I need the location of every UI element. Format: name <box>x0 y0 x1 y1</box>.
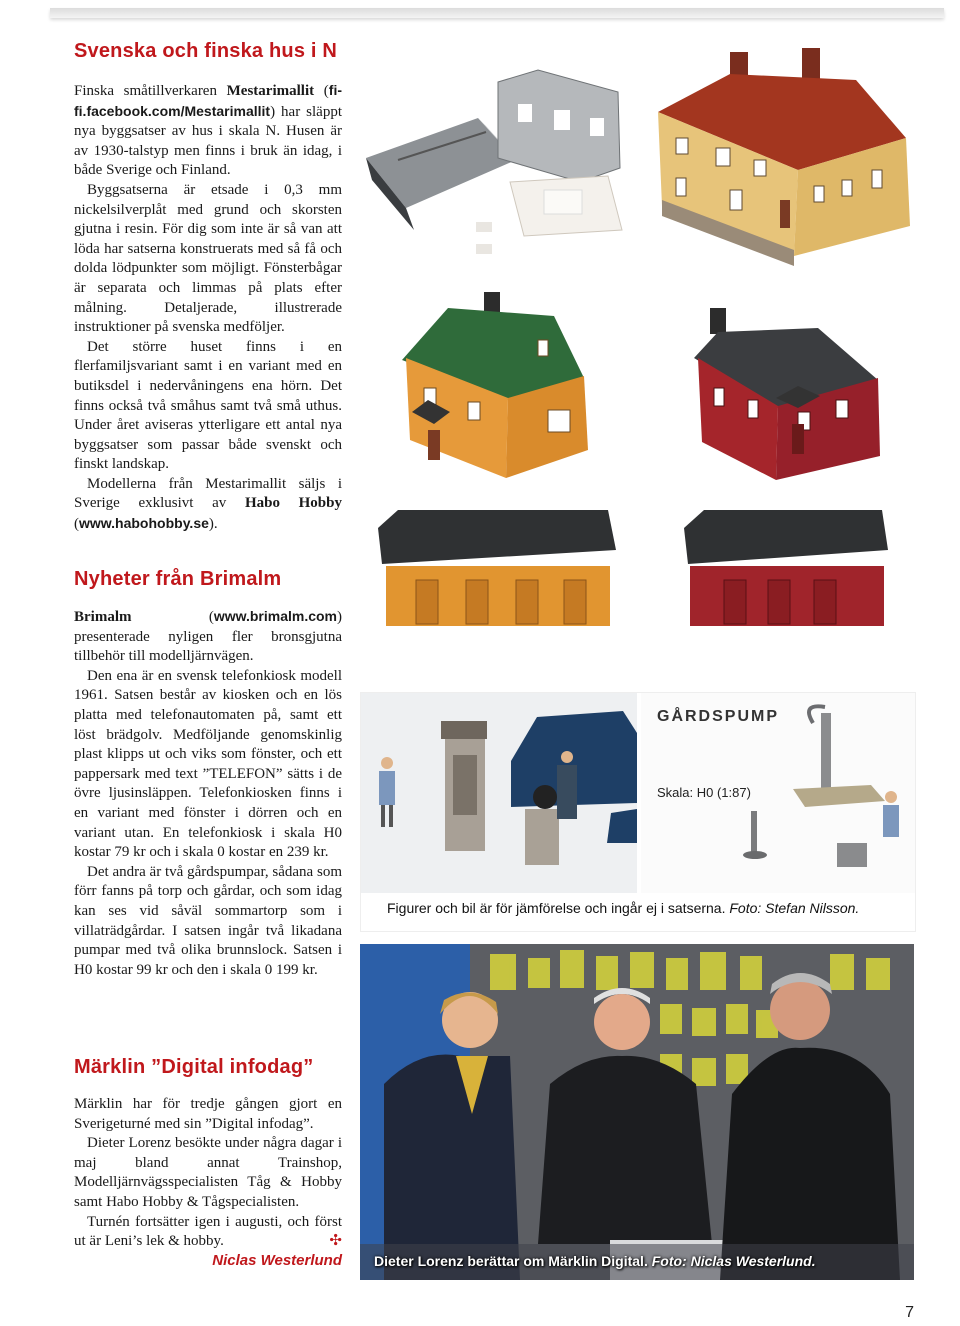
marklin-tour: Turnén fortsätter igen i augusti, och först ut är Leni’s lek & hobby. ✣ <box>74 1213 342 1252</box>
resin-foundation <box>510 176 622 236</box>
caption-brimalm: Figurer och bil är för jämförelse och ingår ej i satserna. Foto: Stefan Nilsson. <box>387 900 860 916</box>
yellow-house <box>658 48 910 266</box>
section-title-houses: Svenska och finska hus i N <box>74 40 338 62</box>
metal-wall-part <box>498 70 620 182</box>
red-house <box>694 308 880 480</box>
brimalm-kiosk: Den ena är en svensk telefonkiosk modell 1961. Satsen består av kiosken och en lös platta med telefonautomaten på, samt ett löst brädgolv. Medföljande genomskinlig plast klipps ut och viks som fönster, och ett pappersark med text ”TELEFON” sätts i de övre ljusinsläppen. Telefonkiosken finns i en variant med fönster i dörren och en variant utan. En telefonkiosk i skala H0 kostar 79 kr och i skala 0 kostar en 239 kr. <box>74 667 342 861</box>
resin-chimneys <box>476 222 492 254</box>
marklin-intro: Märklin har för tredje gången gjort en Sverigeturné med sin ”Digital infodag”. <box>74 1096 342 1132</box>
brimalm-image <box>361 693 915 931</box>
orange-outhouse <box>378 510 616 626</box>
section-houses <box>74 40 342 535</box>
house-kits-image <box>358 40 928 662</box>
red-outhouse <box>684 510 888 626</box>
marklin-visits: Dieter Lorenz besökte under några dagar i maj bland annat Trainshop, Modelljärnvägsspecialisten Tåg & Hobby samt Habo Hobby & Tågspecialisten. <box>74 1135 342 1210</box>
pump-box-title: GÅRDSPUMP <box>657 708 780 725</box>
telephone-plate <box>525 809 559 865</box>
brimalm-link[interactable]: www.brimalm.com <box>213 608 337 624</box>
article-signature: Niclas Westerlund <box>212 1251 342 1269</box>
houses-retailer: Modellerna från Mestarimallit säljs i Sverige exklusivt av Habo Hobby (www.habohobby.se). <box>74 475 342 533</box>
habohobby-link[interactable]: www.habohobby.se <box>79 515 209 532</box>
green-house <box>402 292 588 478</box>
section-brimalm <box>74 568 342 980</box>
top-rule <box>50 8 944 18</box>
section-title-marklin: Märklin ”Digital infodag” <box>74 1056 314 1078</box>
section-title-brimalm: Nyheter från Brimalm <box>74 568 282 590</box>
houses-variants: Det större huset finns i en flerfamiljsvariant samt i en variant med en butiksdel i nedervåningens ena hörn. Det finns också två småhus samt två små uthus. Under året aviseras ytterligare ett antal nya byggsatser som passar både svenskt och finskt landskap. <box>74 338 342 473</box>
pump-box-scale: Skala: H0 (1:87) <box>657 785 751 800</box>
photo-marklin <box>360 944 914 1280</box>
caption-marklin: Dieter Lorenz berättar om Märklin Digital. Foto: Niclas Westerlund. <box>374 1253 816 1269</box>
section-marklin <box>74 1056 342 1269</box>
mestarimallit-link[interactable]: fi-fi.facebook.com/Mestarimallit <box>74 82 342 119</box>
houses-construction: Byggsatserna är etsade i 0,3 mm nickelsilverplåt med grund och skorsten gjutna i resin. För dig som inte är så van att löda har satserna konstruerats med så få och dolda lödpunkter som möjligt. Fönsterbågar är separata och limmas på plats efter målning. Detaljerade, illustrerade instruktioner på svenska medföljer. <box>74 181 342 336</box>
marklin-image <box>360 944 914 1280</box>
page-number: 7 <box>905 1304 914 1321</box>
houses-intro: Finska småtillverkaren Mestarimallit (fi-fi.facebook.com/Mestarimallit) har släppt nya byggsatser av hus i skala N. Husen är av 1930-talstyp men finns i bruk än idag, i både Sverige och Finland. <box>74 82 342 179</box>
brimalm-pump: Det andra är två gårdspumpar, sådana som förr fanns på torp och gårdar, och som idag kan ses vid såväl sommartorp som i villaträdgårdar. I satsen ingår två likadana pumpar med två olika brunnslock. Satsen i H0 kostar 99 kr och den i skala 0 199 kr. <box>74 863 342 978</box>
photo-house-kits <box>358 40 928 662</box>
brimalm-intro: Brimalm (www.brimalm.com) presenterade nyligen fler bronsgjutna tillbehör till modelljärnvägen. <box>74 608 342 665</box>
telephone-kiosk <box>441 721 487 851</box>
photo-brimalm <box>360 692 916 932</box>
clover-icon: ✣ <box>329 1233 342 1250</box>
figure-woman-right <box>883 791 899 837</box>
